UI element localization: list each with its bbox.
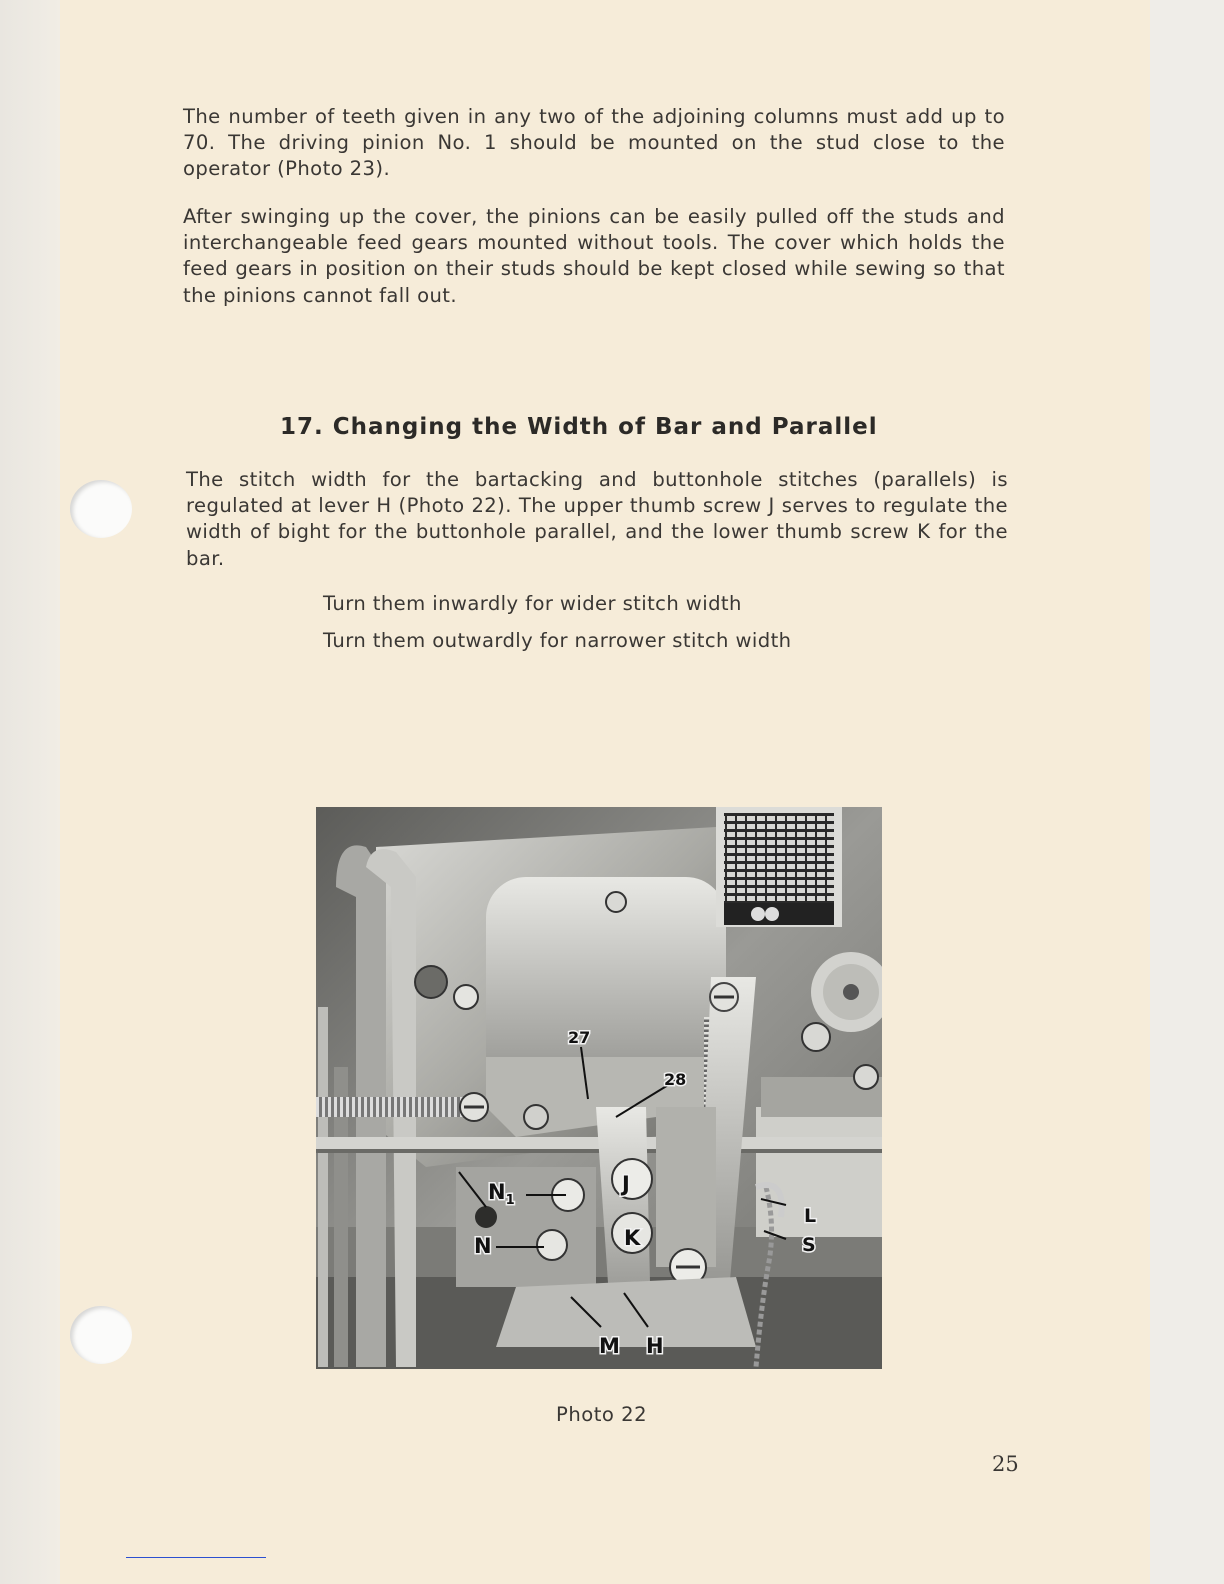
callout-28: 28 xyxy=(664,1070,687,1089)
instruction-inward: Turn them inwardly for wider stitch width xyxy=(323,592,742,615)
callout-n: N xyxy=(474,1234,492,1258)
photo-caption: Photo 22 xyxy=(556,1403,648,1426)
section-heading: 17. Changing the Width of Bar and Parallel xyxy=(280,414,878,440)
machine-photo xyxy=(316,807,882,1369)
page-number: 25 xyxy=(992,1452,1019,1476)
callout-n1-letter: N xyxy=(488,1180,506,1204)
punch-hole-bottom xyxy=(70,1306,132,1364)
paragraph-cover-pinions: After swinging up the cover, the pinions can be easily pulled off the studs and interchangeable feed gears mounted without tools. The cover which holds the feed gears in position on their studs should be kept closed while sewing so that the pinions cannot fall out. xyxy=(183,205,1005,307)
callout-h: H xyxy=(646,1334,664,1358)
scan-background-left xyxy=(0,0,60,1584)
callout-27: 27 xyxy=(568,1028,591,1047)
paragraph-stitch-width: The stitch width for the bartacking and buttonhole stitches (parallels) is regulated at lever H (Photo 22). The upper thumb screw J serves to regulate the width of bight for the buttonhole parallel, and the lower thumb screw K for the bar. xyxy=(186,468,1008,570)
callout-j: J xyxy=(622,1172,630,1196)
callout-k: K xyxy=(624,1226,641,1250)
footer-rule xyxy=(126,1557,266,1558)
callout-m: M xyxy=(599,1334,620,1358)
paragraph-gear-teeth: The number of teeth given in any two of the adjoining columns must add up to 70. The driving pinion No. 1 should be mounted on the stud close to the operator (Photo 23). xyxy=(183,105,1005,181)
punch-hole-top xyxy=(70,480,132,538)
machine-photo-illustration xyxy=(316,807,882,1369)
callout-l: L xyxy=(804,1205,817,1227)
scan-background-right xyxy=(1150,0,1224,1584)
instruction-outward: Turn them outwardly for narrower stitch width xyxy=(323,629,792,652)
callout-s: S xyxy=(802,1234,816,1256)
callout-n1-subscript: 1 xyxy=(505,1193,515,1208)
